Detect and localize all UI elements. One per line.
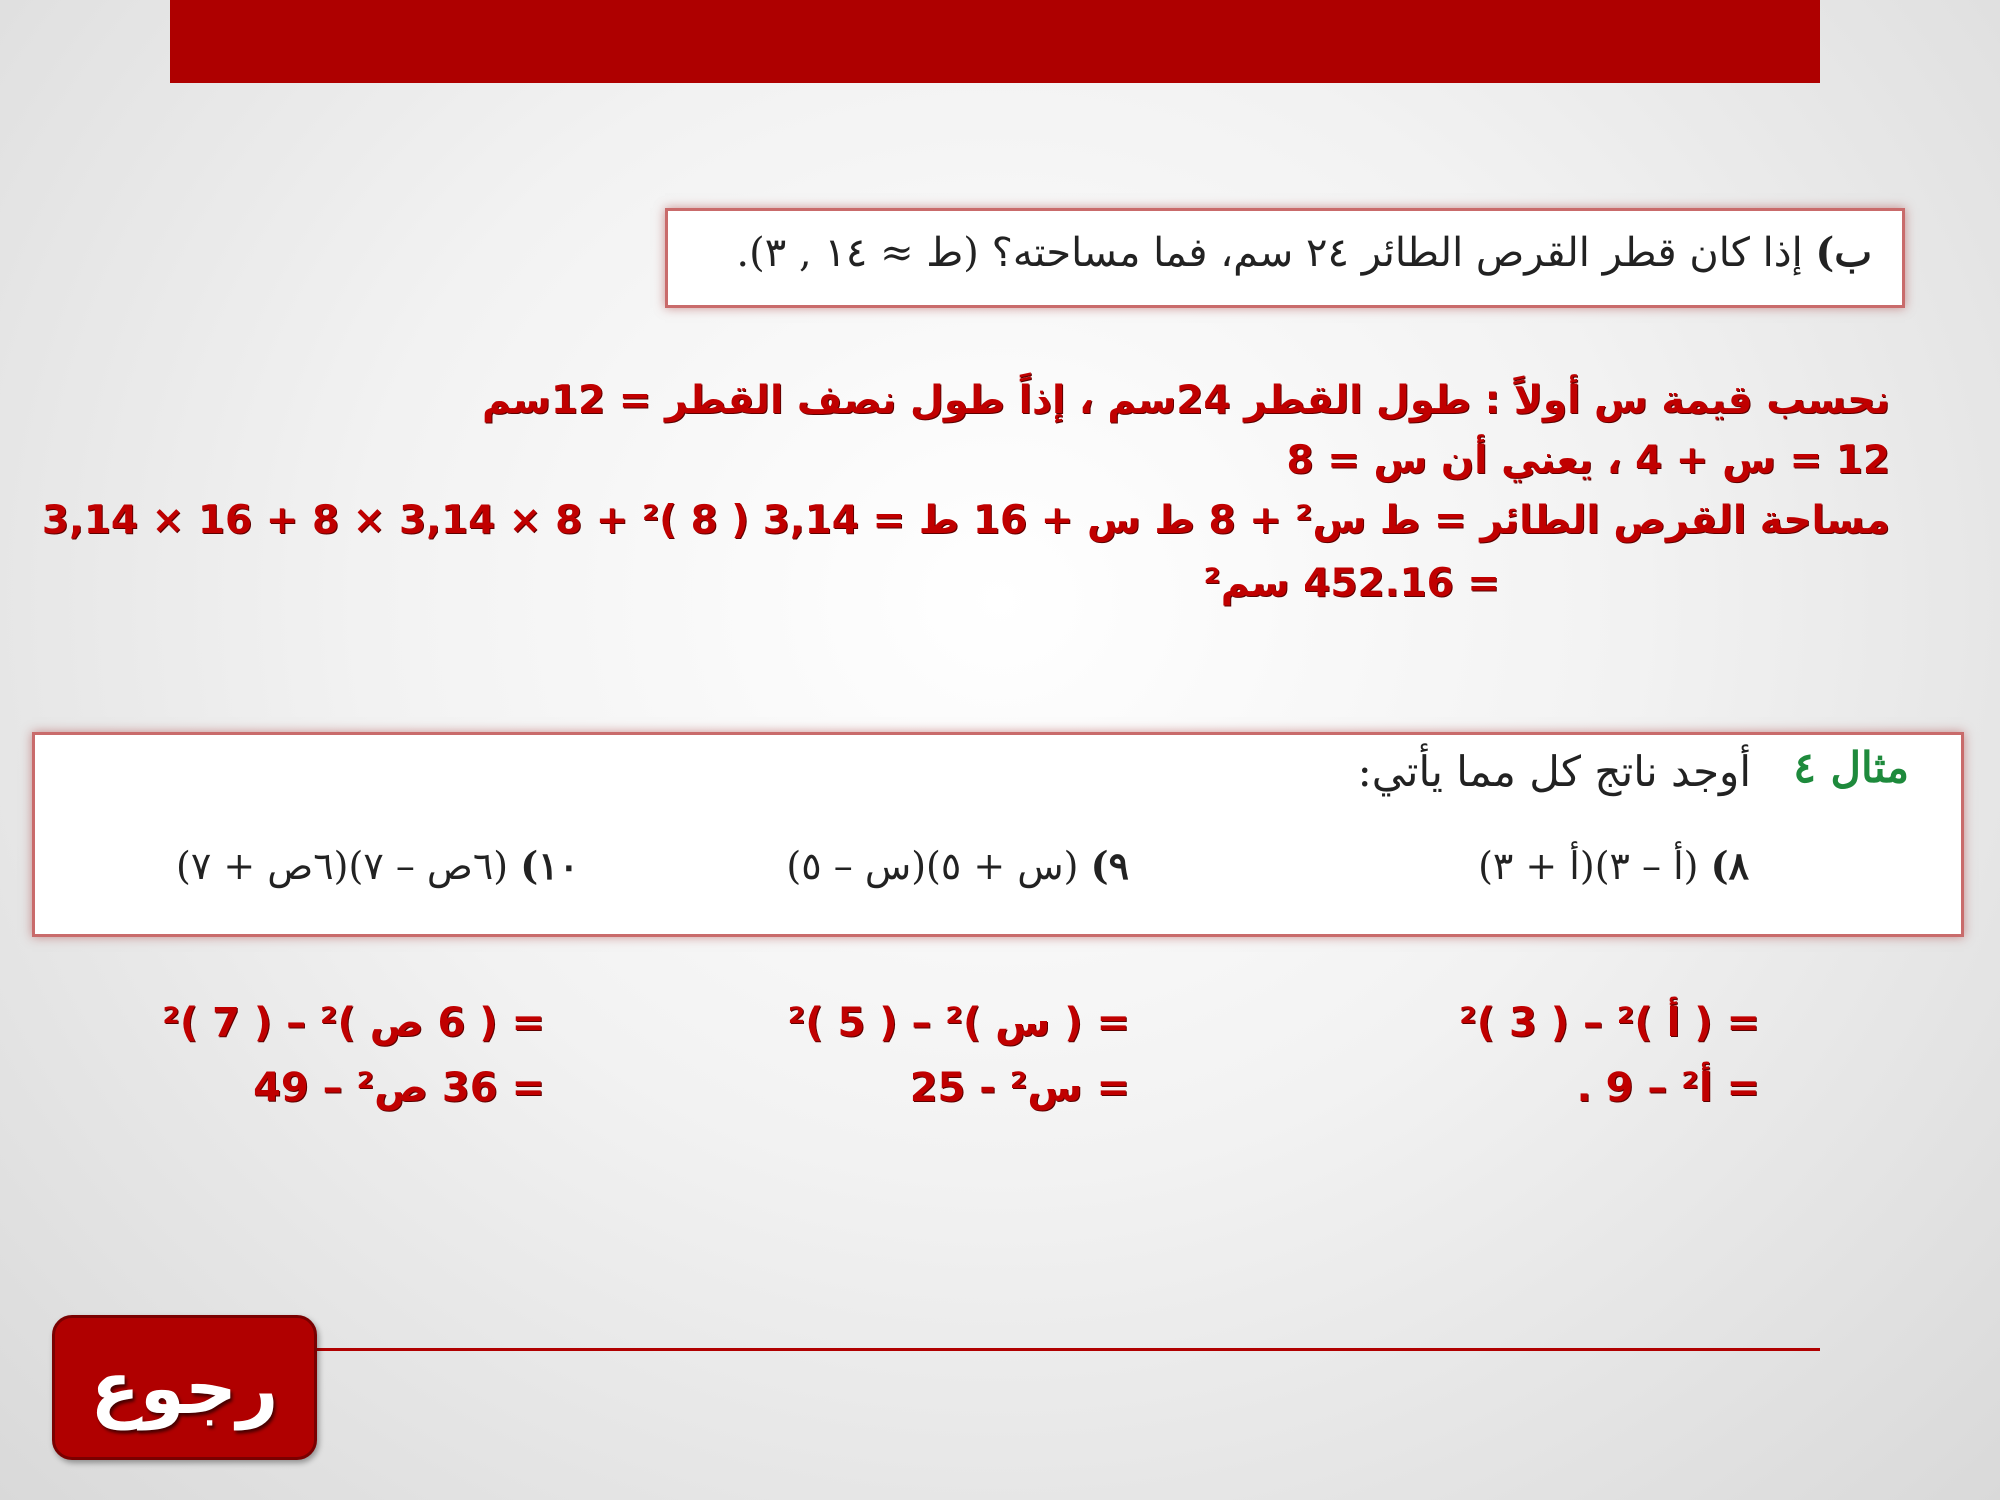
problem-statement <box>736 229 1872 276</box>
solution-line-1: نحسب قيمة س أولاً : طول القطر 24سم ، إذاً طول نصف القطر = 12سم <box>481 378 1890 423</box>
example-title: مثال ٤ <box>1793 743 1909 792</box>
item-number: ٨) <box>1710 843 1749 888</box>
item-expression: (٦ص – ٧)(٦ص + ٧) <box>176 844 509 888</box>
item-number: ٩) <box>1090 843 1129 888</box>
answer-9-line-2: = س² - 25 <box>909 1065 1130 1111</box>
top-banner <box>170 0 1820 83</box>
example-item-8 <box>1478 843 1749 888</box>
bottom-divider <box>290 1348 1820 1351</box>
answer-8-line-2: = أ² – 9 . <box>1576 1065 1760 1111</box>
problem-box <box>665 208 1905 308</box>
solution-line-3: مساحة القرص الطائر = ط س² + 8 ط س + 16 ط = 3,14 ( 8 )² + 8 × 3,14 × 8 + 16 × 3,14 <box>41 498 1890 543</box>
problem-label: ب) <box>1815 229 1872 276</box>
item-expression: (أ – ٣)(أ + ٣) <box>1478 844 1699 888</box>
solution-line-4: = 452.16 سم² <box>1203 561 1500 606</box>
answer-10-line-2: = 36 ص² – 49 <box>253 1065 545 1111</box>
answer-9-line-1: = ( س )² – ( 5 )² <box>787 1000 1130 1046</box>
answer-8-line-1: = ( أ )² – ( 3 )² <box>1459 1000 1760 1046</box>
problem-text: إذا كان قطر القرص الطائر ٢٤ سم، فما مساحته؟ (ط ≈ ١٤ , ٣). <box>736 230 1803 276</box>
back-button[interactable] <box>52 1315 317 1460</box>
example-item-10 <box>176 843 579 888</box>
item-number: ١٠) <box>520 843 579 888</box>
answer-10-line-1: = ( 6 ص )² – ( 7 )² <box>162 1000 545 1046</box>
example-instruction: أوجد ناتج كل مما يأتي: <box>1357 747 1751 796</box>
item-expression: (س + ٥)(س – ٥) <box>786 844 1079 888</box>
back-button-label: رجوع <box>90 1345 279 1430</box>
solution-line-2: 12 = س + 4 ، يعني أن س = 8 <box>1286 438 1890 483</box>
example-box <box>32 732 1964 937</box>
example-item-9 <box>786 843 1129 888</box>
